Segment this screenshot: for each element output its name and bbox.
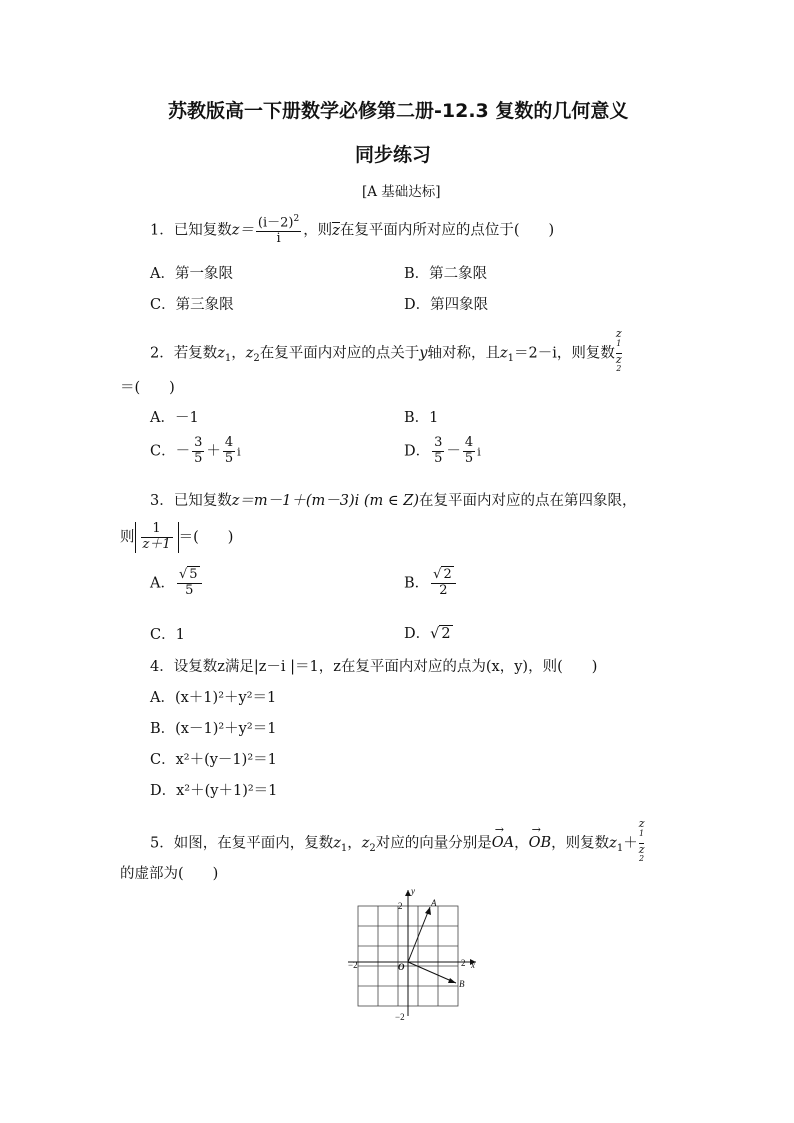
q2-fraction: z $^1$ z $^2$ bbox=[616, 328, 622, 379]
q3-option-a[interactable]: A． $\frac{√ 5}{5}$ bbox=[150, 568, 204, 599]
q1-option-a[interactable]: A．第一象限 bbox=[150, 266, 233, 282]
q2-option-d[interactable]: D． $\frac{3}{5}$ － $\frac{4}{5}$ i bbox=[404, 435, 481, 466]
x-axis-label: x bbox=[471, 960, 475, 970]
q1-option-c[interactable]: C．第三象限 bbox=[150, 297, 234, 313]
q3-option-d[interactable]: D．√ 2 bbox=[404, 626, 451, 642]
question-4-stem: 4．设复数z满足|z－i |＝1，z在复平面内对应的点为(x，y)，则( ) bbox=[150, 659, 598, 675]
q2-option-a[interactable]: A．－1 bbox=[150, 410, 199, 426]
q1-option-b[interactable]: B．第二象限 bbox=[404, 266, 488, 282]
question-5-line2: 的虚部为( ) bbox=[120, 866, 219, 882]
q1-conjugate-z: z bbox=[332, 222, 340, 239]
q3-option-c[interactable]: C．1 bbox=[150, 627, 185, 643]
question-2-line2: ＝( ) bbox=[120, 380, 175, 396]
question-3-line2: 则 $\frac{1}{z+1}$ ＝( ) bbox=[120, 521, 234, 552]
question-1-stem: 1．已知复数z＝ $\frac{(i-2)^2}{i}$ ，则z在复平面内所对应的点位于( ) bbox=[150, 214, 555, 247]
vector-ob-arrow bbox=[408, 962, 456, 983]
question-2-stem: 2．若复数$z_1$，$z_2$在复平面内对应的点关于y轴对称，且$z_1=2-i$，则复数 z $^1$ z $^2$ bbox=[150, 328, 623, 379]
y-axis-label: y bbox=[411, 886, 415, 896]
question-3-stem: 3．已知复数z＝m－1＋(m－3)i (m ∈ Z)在复平面内对应的点在第四象限， bbox=[150, 493, 637, 509]
q1-fraction: $\frac{(i-2)^2}{i}$ bbox=[257, 214, 300, 247]
page-title-line2: 同步练习 bbox=[355, 144, 432, 166]
q2-option-c[interactable]: C．－ $\frac{3}{5}$ ＋ $\frac{4}{5}$ i bbox=[150, 435, 241, 466]
tick-y-neg: −2 bbox=[395, 1012, 405, 1022]
q4-option-d[interactable]: D．x²＋(y＋1)²＝1 bbox=[150, 783, 278, 799]
q3-option-b[interactable]: B． $\frac{√ 2}{2}$ bbox=[404, 568, 458, 599]
vector-oa-arrow bbox=[408, 907, 430, 962]
page-title-line1: 苏教版高一下册数学必修第二册-12.3 复数的几何意义 bbox=[168, 100, 629, 122]
vector-oa: → OA bbox=[492, 835, 514, 851]
tick-x-neg: −2 bbox=[348, 960, 358, 970]
vector-ob: → OB bbox=[529, 835, 552, 851]
q4-option-a[interactable]: A．(x＋1)²＋y²＝1 bbox=[150, 690, 277, 706]
complex-plane-figure bbox=[340, 882, 490, 1022]
tick-y-pos: 2 bbox=[398, 901, 403, 911]
tick-x-pos: 2 bbox=[461, 958, 466, 968]
point-a-label: A bbox=[431, 898, 437, 908]
section-label: [A 基础达标] bbox=[362, 184, 441, 200]
q2-option-b[interactable]: B．1 bbox=[404, 410, 439, 426]
question-5-stem: 5．如图，在复平面内，复数$z_1$，$z_2$对应的向量分别是→ OA，→ OB，则复数$z_1+$ z $^1$ z $^2$ bbox=[150, 818, 645, 869]
q4-option-b[interactable]: B．(x－1)²＋y²＝1 bbox=[150, 721, 277, 737]
q1-option-d[interactable]: D．第四象限 bbox=[404, 297, 489, 313]
q5-fraction: z $^1$ z $^2$ bbox=[639, 818, 645, 869]
origin-label: O bbox=[398, 962, 405, 972]
q4-option-c[interactable]: C．x²＋(y－1)²＝1 bbox=[150, 752, 277, 768]
point-b-label: B bbox=[459, 979, 465, 989]
